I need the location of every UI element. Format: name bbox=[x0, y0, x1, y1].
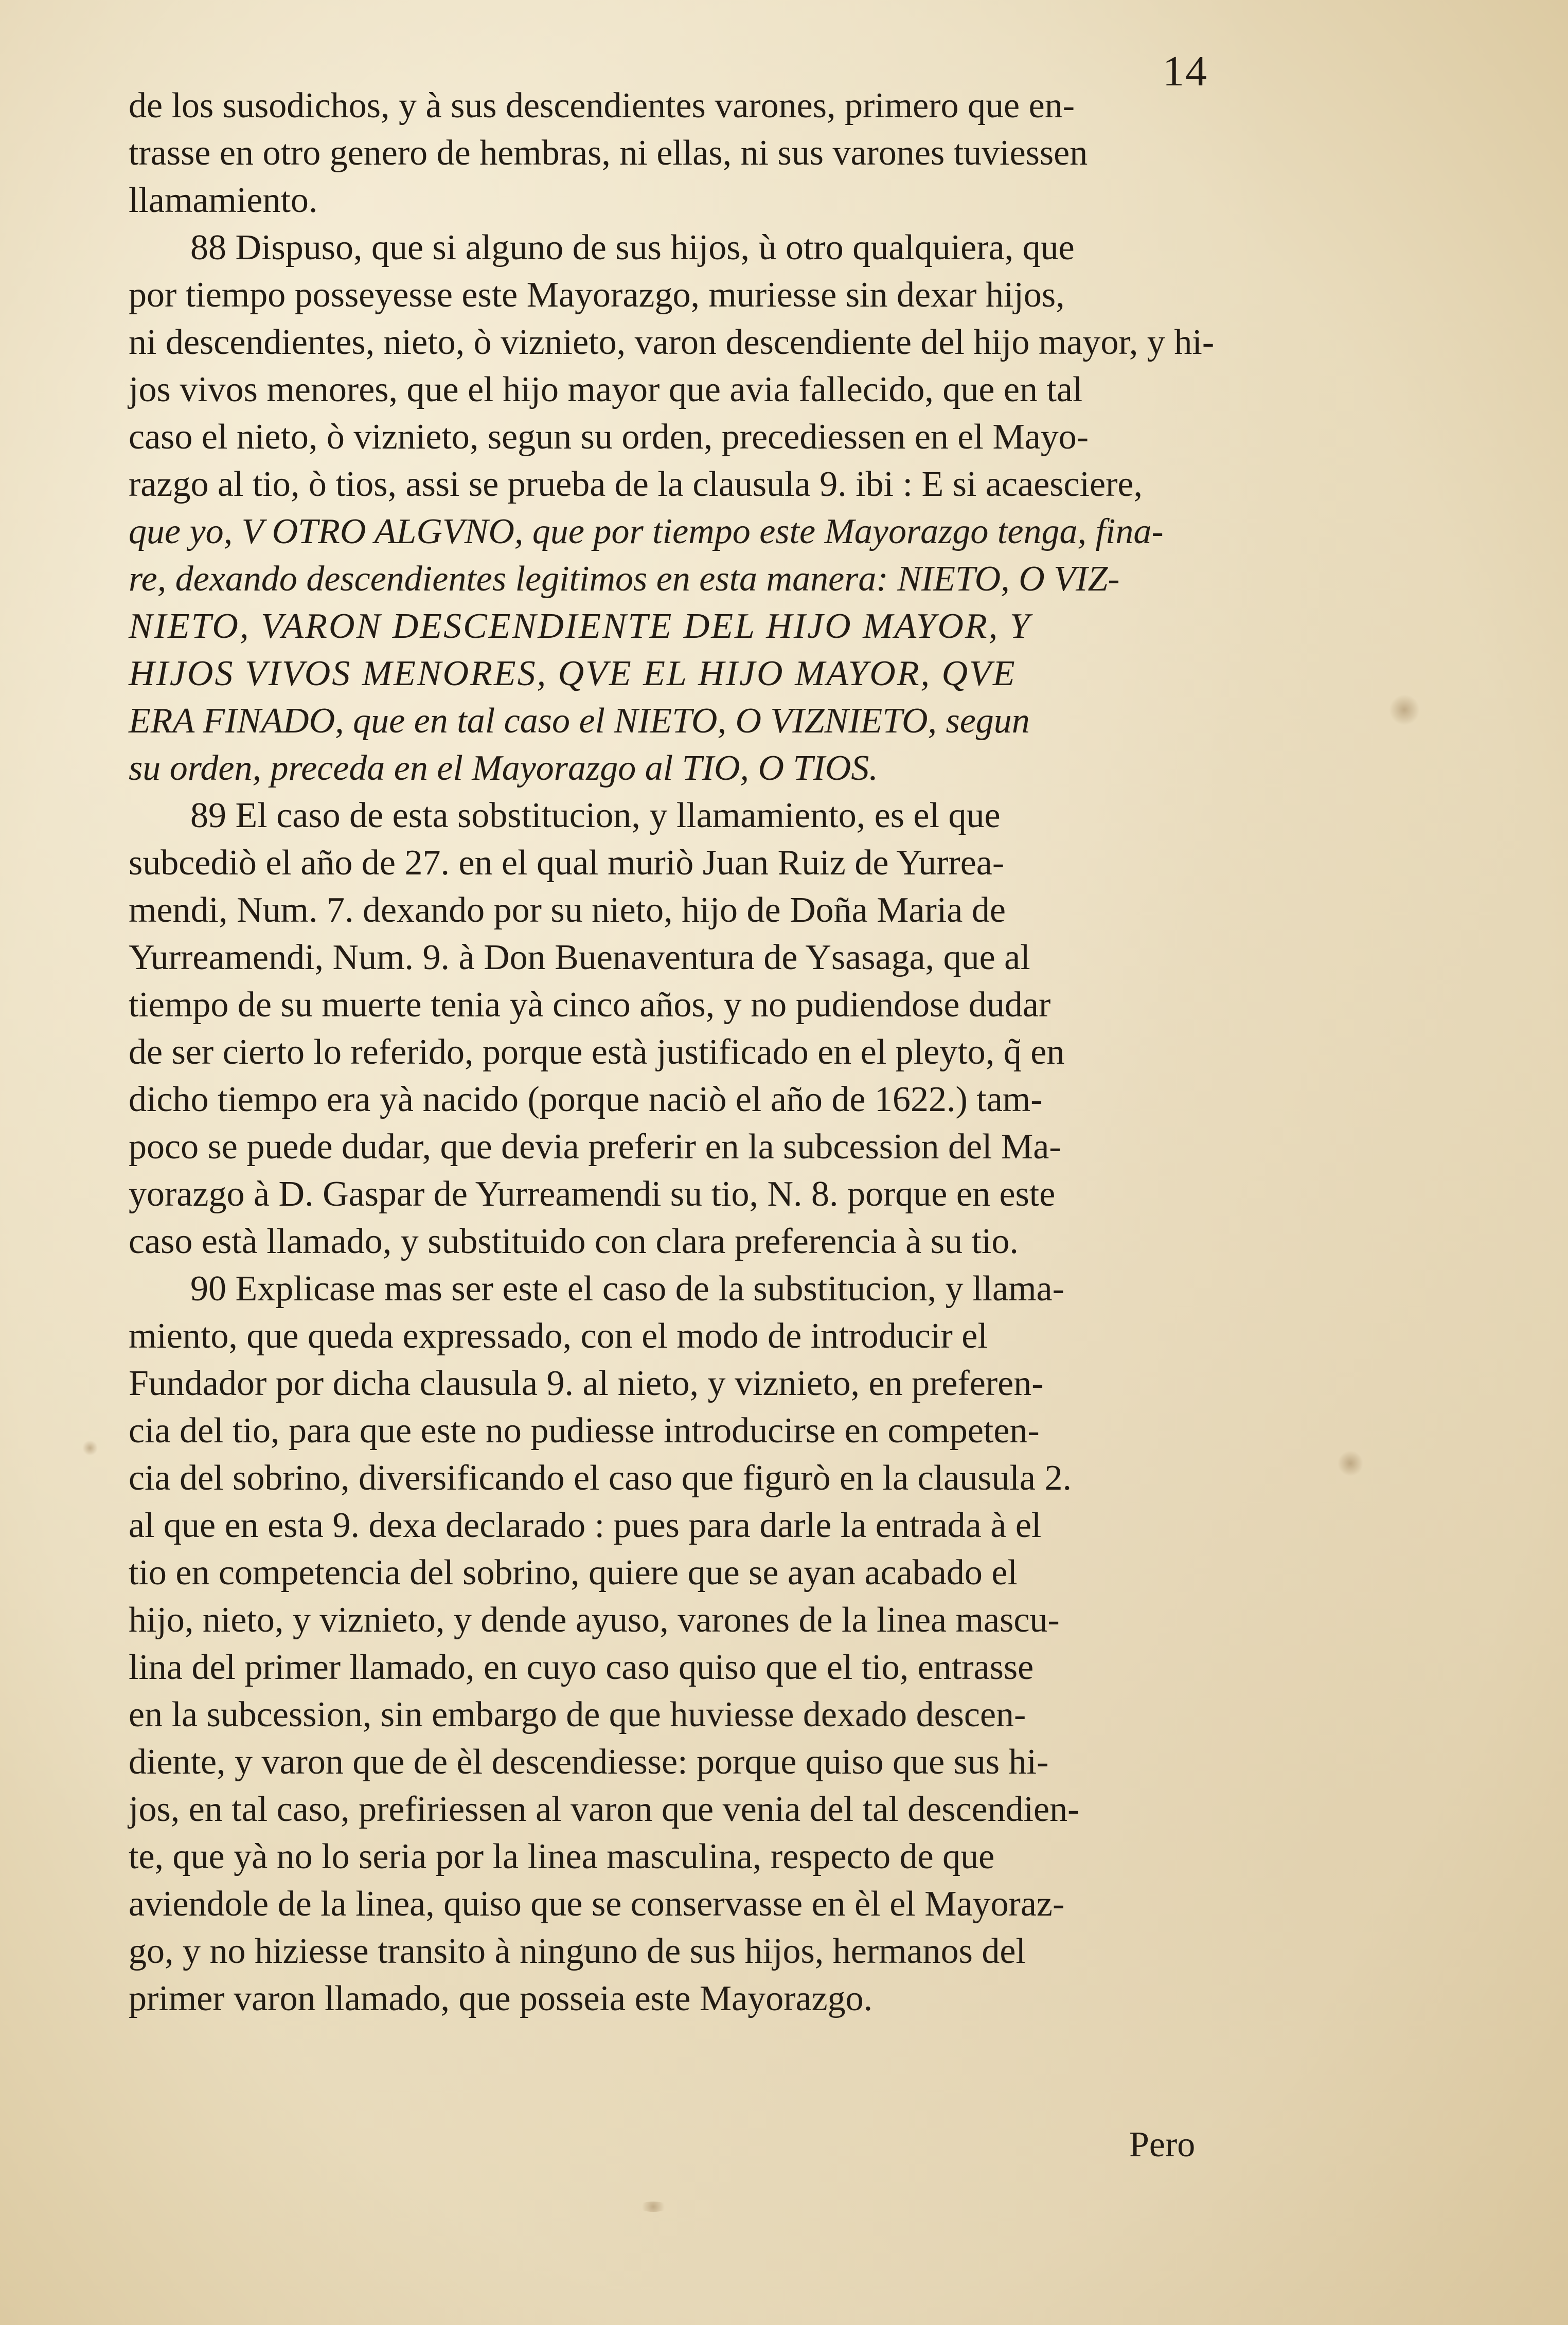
paragraph-88-start: 88 Dispuso, que si alguno de sus hijos, ù otro qualquiera, que bbox=[190, 228, 1075, 267]
text-line: go, y no hiziesse transito à ninguno de sus hijos, hermanos del bbox=[129, 1931, 1026, 1971]
quoted-clause-line: que yo, V OTRO ALGVNO, que por tiempo este Mayorazgo tenga, fina- bbox=[129, 512, 1164, 551]
text-line: subcediò el año de 27. en el qual muriò Juan Ruiz de Yurrea- bbox=[129, 843, 1005, 883]
text-line: yorazgo à D. Gaspar de Yurreamendi su tio, N. 8. porque en este bbox=[129, 1174, 1056, 1214]
text-line: ni descendientes, nieto, ò viznieto, varon descendiente del hijo mayor, y hi- bbox=[129, 323, 1215, 362]
text-line: tio en competencia del sobrino, quiere que se ayan acabado el bbox=[129, 1553, 1018, 1593]
text-line: caso el nieto, ò viznieto, segun su orden, precediessen en el Mayo- bbox=[129, 417, 1089, 457]
text-line: primer varon llamado, que posseia este Mayorazgo. bbox=[129, 1979, 873, 2018]
text-line: diente, y varon que de èl descendiesse: porque quiso que sus hi- bbox=[129, 1742, 1049, 1782]
text-line: mendi, Num. 7. dexando por su nieto, hijo de Doña Maria de bbox=[129, 890, 1006, 930]
text-line: razgo al tio, ò tios, assi se prueba de la clausula 9. ibi : E si acaesciere, bbox=[129, 464, 1143, 504]
text-line: cia del tio, para que este no pudiesse introducirse en competen- bbox=[129, 1411, 1040, 1451]
quoted-clause-line: re, dexando descendientes legitimos en esta manera: NIETO, O VIZ- bbox=[129, 559, 1120, 599]
text-line: te, que yà no lo seria por la linea masculina, respecto de que bbox=[129, 1837, 995, 1876]
text-line: Yurreamendi, Num. 9. à Don Buenaventura de Ysasaga, que al bbox=[129, 938, 1030, 977]
text-line: de ser cierto lo referido, porque està justificado en el pleyto, q̃ en bbox=[129, 1032, 1065, 1072]
text-line: de los susodichos, y à sus descendientes varones, primero que en- bbox=[129, 86, 1075, 126]
quoted-clause-line: ERA FINADO, que en tal caso el NIETO, O VIZNIETO, segun bbox=[129, 701, 1030, 741]
quoted-clause-line: su orden, preceda en el Mayorazgo al TIO, O TIOS. bbox=[129, 748, 878, 788]
text-line: poco se puede dudar, que devia preferir en la subcession del Ma- bbox=[129, 1127, 1061, 1167]
paragraph-90-start: 90 Explicase mas ser este el caso de la substitucion, y llama- bbox=[190, 1269, 1064, 1309]
page-number: 14 bbox=[1163, 47, 1208, 95]
text-line: caso està llamado, y substituido con clara preferencia à su tio. bbox=[129, 1222, 1019, 1261]
ink-stain bbox=[82, 1440, 98, 1456]
text-line: Fundador por dicha clausula 9. al nieto, y viznieto, en preferen- bbox=[129, 1364, 1044, 1403]
quoted-clause-line: NIETO, VARON DESCENDIENTE DEL HIJO MAYOR, Y bbox=[129, 606, 1031, 646]
text-line: tiempo de su muerte tenia yà cinco años, y no pudiendose dudar bbox=[129, 985, 1051, 1025]
text-line: jos, en tal caso, prefiriessen al varon que venia del tal descendien- bbox=[129, 1790, 1080, 1829]
catchword: Pero bbox=[1129, 2125, 1196, 2165]
text-line: miento, que queda expressado, con el modo de introducir el bbox=[129, 1316, 988, 1356]
text-line: llamamiento. bbox=[129, 181, 318, 220]
ink-stain bbox=[1389, 694, 1420, 725]
ink-stain bbox=[1338, 1451, 1363, 1476]
body-text bbox=[129, 82, 1224, 2023]
quoted-clause-line: HIJOS VIVOS MENORES, QVE EL HIJO MAYOR, QVE bbox=[129, 654, 1017, 693]
text-line: hijo, nieto, y viznieto, y dende ayuso, varones de la linea mascu- bbox=[129, 1600, 1060, 1640]
ink-stain bbox=[638, 2202, 669, 2212]
text-line: cia del sobrino, diversificando el caso que figurò en la clausula 2. bbox=[129, 1458, 1072, 1498]
text-line: lina del primer llamado, en cuyo caso quiso que el tio, entrasse bbox=[129, 1648, 1034, 1687]
text-line: por tiempo posseyesse este Mayorazgo, muriesse sin dexar hijos, bbox=[129, 275, 1065, 315]
text-line: trasse en otro genero de hembras, ni ellas, ni sus varones tuviessen bbox=[129, 133, 1088, 173]
text-line: dicho tiempo era yà nacido (porque naciò el año de 1622.) tam- bbox=[129, 1080, 1043, 1119]
text-line: aviendole de la linea, quiso que se conservasse en èl el Mayoraz- bbox=[129, 1884, 1065, 1924]
text-line: en la subcession, sin embargo de que huviesse dexado descen- bbox=[129, 1695, 1026, 1734]
text-line: jos vivos menores, que el hijo mayor que avia fallecido, que en tal bbox=[129, 370, 1083, 409]
text-line: al que en esta 9. dexa declarado : pues para darle la entrada à el bbox=[129, 1506, 1042, 1545]
paragraph-89-start: 89 El caso de esta sobstitucion, y llamamiento, es el que bbox=[190, 796, 1001, 835]
